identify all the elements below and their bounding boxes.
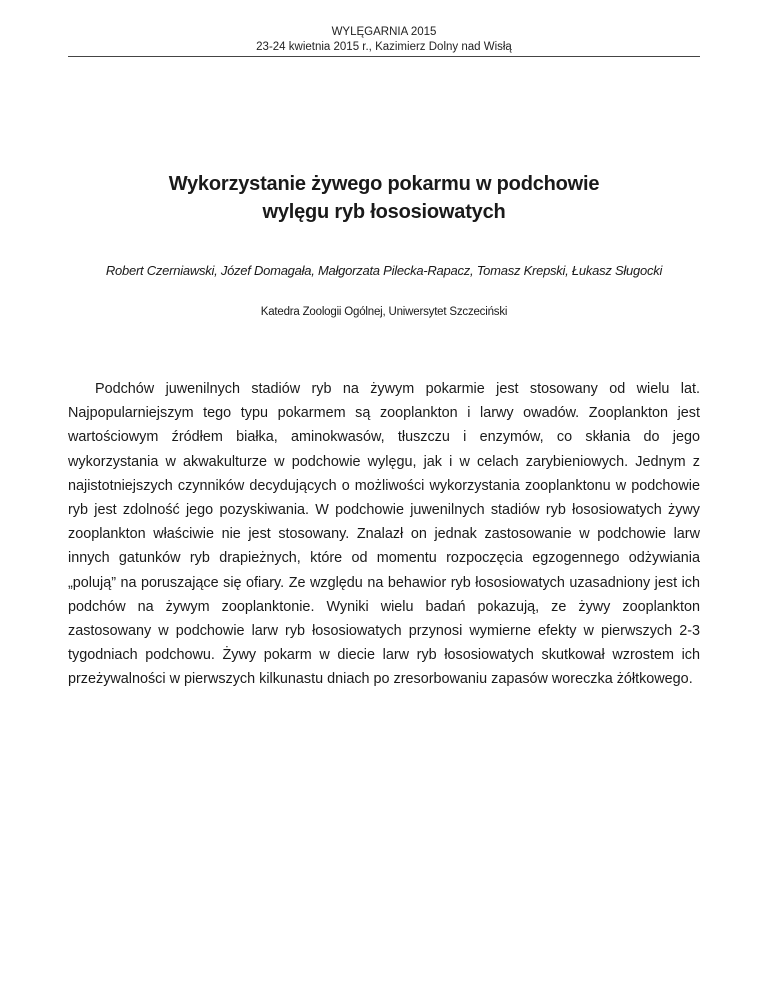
running-head-conference: WYLĘGARNIA 2015 <box>331 26 437 38</box>
article-title <box>68 170 700 226</box>
running-head-date-place: 23-24 kwietnia 2015 r., Kazimierz Dolny nad Wisłą <box>256 41 512 53</box>
abstract-paragraph: Podchów juwenilnych stadiów ryb na żywym pokarmie jest stosowany od wielu lat. Najpopularniejszym tego typu pokarmem są zooplankton i larwy owadów. Zooplankton jest wartościowym źródłem białka, aminokwasów, tłuszczu i enzymów, co skłania do jego wykorzystania w akwakulturze w podchowie wylęgu, jak i w celach zarybieniowych. Jednym z najistotniejszych czynników decydujących o możliwości wykorzystania zooplanktonu w podchowie ryb jest zdolność jego pozyskiwania. W podchowie juwenilnych stadiów ryb łososiowatych żywy zooplankton właściwie nie jest stosowany. Znalazł on jednak zastosowanie w podchowie larw innych gatunków ryb drapieżnych, które od momentu rozpoczęcia egzogennego odżywiania „polują” na poruszające się ofiary. Ze względu na behawior ryb łososiowatych uzasadniony jest ich podchów na żywym zooplanktonie. Wyniki wielu badań pokazują, ze żywy zooplankton zastosowany w podchowie larw ryb łososiowatych przynosi wymierne efekty w pierwszych 2-3 tygodniach podchowu. Żywy pokarm w diecie larw ryb łososiowatych skutkował wzrostem ich przeżywalności w pierwszych kilkunastu dniach po zresorbowaniu zapasów woreczka żółtkowego. <box>68 381 700 688</box>
affiliation: Katedra Zoologii Ogólnej, Uniwersytet Szczeciński <box>260 306 508 318</box>
article-title-line-2: wylęgu ryb łososiowatych <box>262 201 506 223</box>
article-title-line-1: Wykorzystanie żywego pokarmu w podchowie <box>168 173 600 195</box>
author-list: Robert Czerniawski, Józef Domagała, Małgorzata Pilecka-Rapacz, Tomasz Krepski, Łukasz Sługocki <box>105 263 663 278</box>
header-divider <box>68 56 700 57</box>
running-head <box>68 25 700 55</box>
